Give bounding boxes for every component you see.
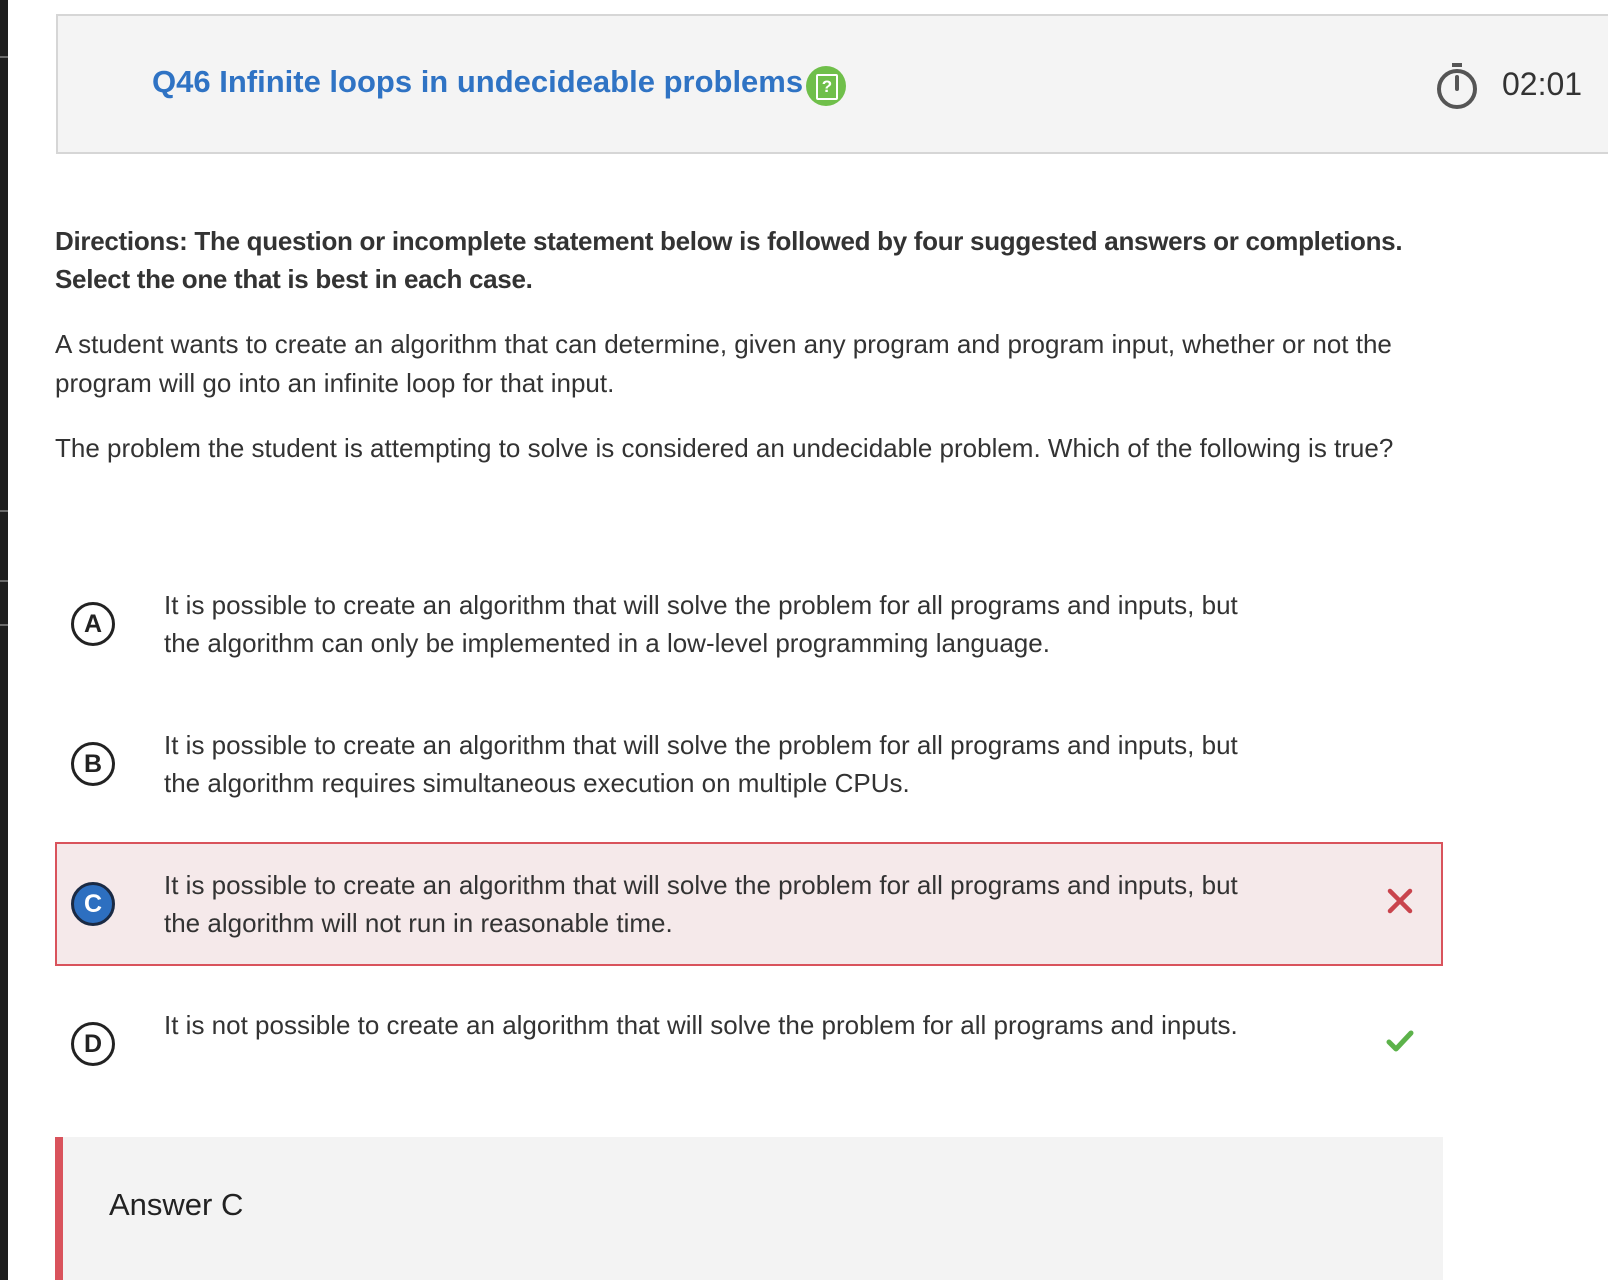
help-icon[interactable] bbox=[806, 66, 846, 106]
answer-panel bbox=[55, 1137, 1443, 1280]
timer-readout: 02:01 bbox=[1502, 66, 1583, 102]
option-text: It is possible to create an algorithm that will solve the problem for all programs and inputs, but the algorithm requires simultaneous execution on multiple CPUs. bbox=[164, 730, 1238, 798]
option-text: It is possible to create an algorithm that will solve the problem for all programs and inputs, but the algorithm will not run in reasonable time. bbox=[164, 870, 1238, 938]
question-stem-paragraph: The problem the student is attempting to solve is considered an undecidable problem. Which of the following is true? bbox=[55, 433, 1394, 463]
option-letter-badge: B bbox=[71, 742, 115, 786]
question-title: Q46 Infinite loops in undecideable problems bbox=[152, 64, 804, 99]
question-header bbox=[56, 14, 1608, 154]
edge-mark bbox=[0, 56, 8, 58]
answer-option-c[interactable] bbox=[55, 842, 1443, 966]
left-window-edge bbox=[0, 0, 8, 1280]
answer-label: Answer C bbox=[109, 1187, 244, 1222]
x-icon bbox=[1385, 886, 1415, 916]
answer-option-d[interactable] bbox=[55, 982, 1443, 1106]
answer-option-a[interactable] bbox=[55, 562, 1443, 686]
option-letter-badge-selected: C bbox=[71, 882, 115, 926]
option-text: It is not possible to create an algorithm that will solve the problem for all programs and inputs. bbox=[164, 1010, 1238, 1040]
help-glyph: ? bbox=[816, 74, 838, 100]
question-stem-paragraph: A student wants to create an algorithm that can determine, given any program and program input, whether or not the program will go into an infinite loop for that input. bbox=[55, 329, 1392, 398]
option-text: It is possible to create an algorithm that will solve the problem for all programs and inputs, but the algorithm can only be implemented in a low-level programming language. bbox=[164, 590, 1238, 658]
option-letter-badge: A bbox=[71, 602, 115, 646]
answer-option-b[interactable] bbox=[55, 702, 1443, 826]
checkmark-icon bbox=[1385, 1026, 1415, 1056]
edge-mark bbox=[0, 510, 8, 512]
stopwatch-icon bbox=[1436, 62, 1478, 110]
directions-text: Directions: The question or incomplete statement below is followed by four suggested answers or completions. Select the one that is best in each case. bbox=[55, 226, 1403, 294]
option-letter-badge: D bbox=[71, 1022, 115, 1066]
edge-mark bbox=[0, 624, 8, 626]
edge-mark bbox=[0, 580, 8, 582]
